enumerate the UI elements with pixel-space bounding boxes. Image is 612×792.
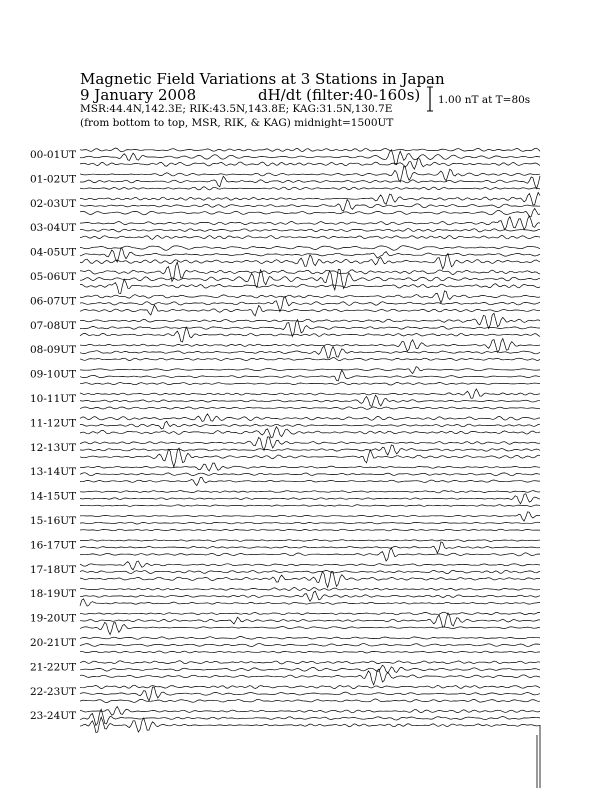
trace-kag (80, 166, 540, 182)
trace-msr (80, 427, 540, 438)
trace-rik (80, 522, 540, 524)
trace-kag (80, 339, 540, 353)
trace-rik (80, 229, 540, 232)
trace-kag (80, 612, 540, 615)
row-label: 13-14UT (30, 466, 77, 479)
trace-tail (537, 725, 540, 788)
trace-rik (80, 644, 540, 647)
trace-kag (80, 291, 540, 303)
trace-kag (80, 313, 540, 328)
trace-rik (80, 176, 540, 189)
row-label: 16-17UT (30, 539, 77, 552)
row-label: 22-23UT (30, 685, 77, 698)
trace-kag (80, 661, 540, 664)
trace-msr (80, 572, 540, 588)
row-label: 15-16UT (30, 515, 77, 527)
trace-rik (80, 445, 540, 455)
row-label: 23-24UT (30, 710, 77, 723)
trace-kag (80, 587, 540, 590)
trace-msr (80, 477, 540, 485)
trace-msr (80, 651, 540, 653)
trace-rik (80, 395, 540, 406)
row-label: 19-20UT (30, 612, 77, 625)
trace-kag (80, 491, 540, 493)
row-label: 01-02UT (30, 173, 77, 186)
trace-kag (80, 246, 540, 251)
trace-rik (80, 665, 540, 673)
trace-msr (80, 158, 540, 169)
trace-msr (80, 407, 540, 410)
row-label: 17-18UT (30, 563, 77, 576)
station-coordinates: MSR:44.4N,142.3E; RIK:43.5N,143.8E; KAG:31.5N,130.7E (80, 103, 393, 115)
trace-kag (80, 512, 540, 521)
scale-label: 1.00 nT at T=80s (438, 94, 531, 106)
row-label: 04-05UT (30, 246, 77, 259)
trace-kag (80, 414, 540, 422)
trace-msr (80, 358, 540, 361)
trace-kag (80, 389, 540, 398)
row-label: 05-06UT (30, 271, 77, 283)
station-order-note: (from bottom to top, MSR, RIK, & KAG) midnight=1500UT (80, 117, 394, 129)
trace-kag (80, 637, 540, 640)
trace-msr (80, 529, 540, 531)
trace-msr (80, 505, 540, 507)
trace-rik (80, 591, 540, 601)
row-label: 10-11UT (30, 393, 77, 405)
trace-rik (80, 150, 540, 165)
row-label: 14-15UT (30, 490, 77, 503)
row-label: 21-22UT (30, 661, 77, 674)
trace-kag (80, 561, 540, 570)
row-label: 12-13UT (30, 441, 77, 454)
trace-msr (80, 254, 540, 270)
trace-kag (80, 367, 540, 374)
trace-rik (80, 421, 540, 429)
trace-msr (80, 382, 540, 385)
trace-kag (80, 437, 540, 451)
trace-rik (80, 200, 540, 212)
row-label: 06-07UT (30, 295, 77, 308)
trace-rik (80, 570, 540, 573)
row-label: 18-19UT (30, 588, 77, 601)
trace-msr (80, 717, 540, 732)
trace-kag (80, 192, 540, 205)
trace-rik (80, 613, 540, 628)
trace-msr (80, 599, 540, 606)
trace-msr (80, 187, 540, 190)
trace-msr (80, 208, 540, 217)
trace-rik (80, 494, 540, 504)
trace-rik (80, 296, 540, 311)
row-label: 20-21UT (30, 637, 77, 649)
trace-msr (80, 235, 540, 239)
row-label: 11-12UT (30, 417, 77, 430)
trace-msr (80, 548, 540, 561)
trace-msr (80, 279, 540, 293)
trace-msr (80, 327, 540, 342)
row-label: 08-09UT (30, 344, 77, 357)
filter-label: dH/dt (filter:40-160s) (258, 86, 421, 104)
row-label: 09-10UT (30, 368, 77, 381)
trace-msr (80, 305, 540, 316)
row-label: 00-01UT (30, 149, 77, 161)
trace-kag (80, 148, 540, 152)
trace-kag (80, 685, 540, 688)
trace-kag (80, 463, 540, 471)
trace-rik (80, 473, 540, 476)
trace-rik (80, 542, 540, 553)
trace-rik (80, 346, 540, 358)
trace-rik (80, 687, 540, 701)
date-label: 9 January 2008 (80, 86, 197, 104)
chart-title: Magnetic Field Variations at 3 Stations in Japan (80, 70, 445, 88)
trace-msr (80, 448, 540, 467)
trace-msr (80, 669, 540, 685)
trace-rik (80, 370, 540, 381)
trace-msr (80, 622, 540, 634)
row-label: 02-03UT (30, 197, 77, 210)
trace-kag (80, 216, 540, 230)
row-label: 07-08UT (30, 319, 77, 332)
trace-kag (80, 540, 540, 542)
trace-kag (80, 707, 540, 716)
row-label: 03-04UT (30, 222, 77, 235)
